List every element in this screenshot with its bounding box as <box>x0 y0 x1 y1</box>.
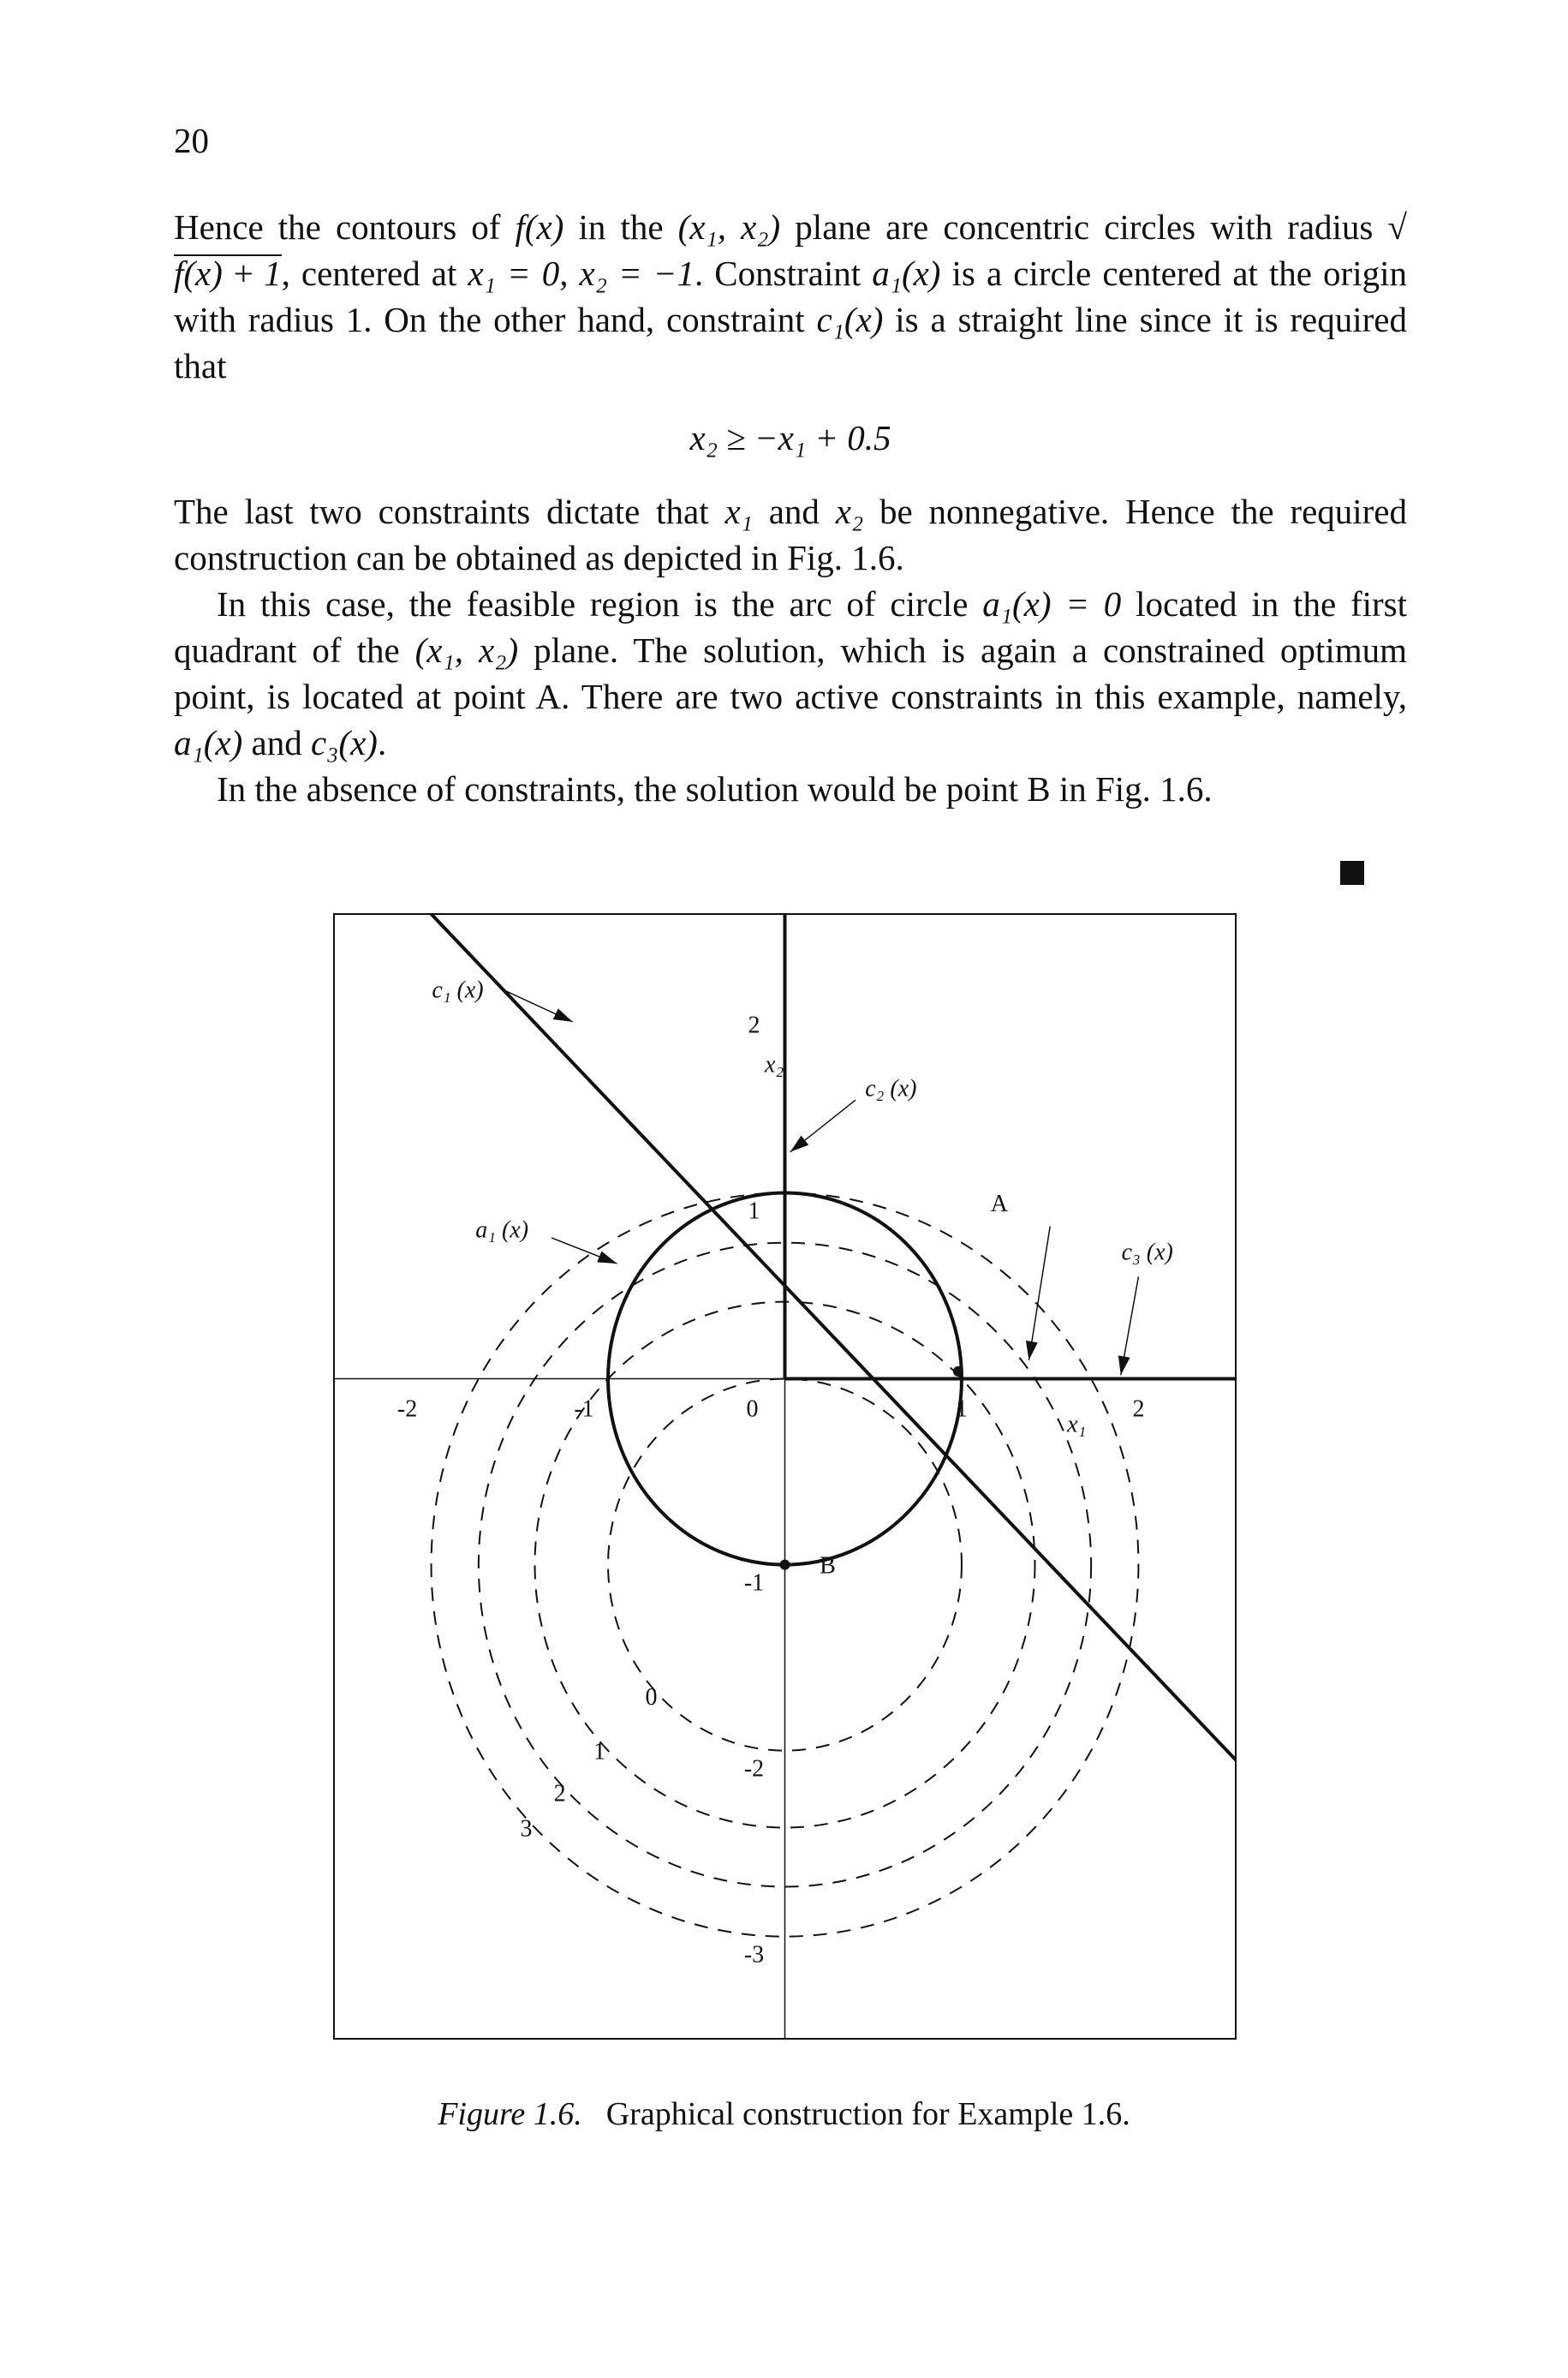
figure-caption <box>0 2095 1568 2133</box>
paragraph-4: In the absence of constraints, the solution would be point B in Fig. 1.6. <box>217 769 1213 809</box>
label-a-leader <box>1028 1227 1050 1360</box>
label-a1-arrowhead <box>597 1251 617 1264</box>
point-b-marker <box>780 1560 790 1570</box>
contour-label-3: 3 <box>520 1815 533 1843</box>
point-a-marker <box>953 1366 963 1377</box>
paragraph-3: In this case, the feasible region is the arc of circle a₁(x) = 0 located in the first quadrant of the (x₁, x₂) plane. The solution, which is again a constrained optimum point, is located at point A. There are two active constraints in this example, namely, a₁(x) and c₃(x). <box>174 584 1408 762</box>
y-tick-label-1: 1 <box>748 1198 760 1225</box>
label-c2-arrowhead <box>790 1136 809 1152</box>
label-c3-arrowhead <box>1118 1355 1130 1375</box>
label-c1-arrowhead <box>553 1008 573 1022</box>
display-equation: x₂ ≥ −x₁ + 0.5 <box>689 418 891 457</box>
label-c1: c₁ (x) <box>432 977 484 1004</box>
x-tick-label-2: 2 <box>1132 1395 1145 1423</box>
caption-text: Graphical construction for Example 1.6. <box>605 2096 1130 2132</box>
x-tick-label--1: -1 <box>574 1395 594 1423</box>
x-axis-label: x₁ <box>1067 1411 1087 1438</box>
paragraph-2: The last two constraints dictate that x₁ and x₂ be nonnegative. Hence the required construction can be obtained as depicted in Fig. 1.6. <box>174 492 1408 577</box>
contour-label-0: 0 <box>645 1684 658 1712</box>
paragraph-1: Hence the contours of f(x) in the (x₁, x₂) plane are concentric circles with radius √f(x) + 1, centered at x₁ = 0, x₂ = −1. Constraint a₁(x) is a circle centered at the origin with radius 1. On the other hand, constraint c₁(x) is a straight line since it is required that <box>174 207 1407 385</box>
x-tick-label--2: -2 <box>396 1395 418 1423</box>
point-a-label: A <box>990 1191 1008 1218</box>
y-tick-label--1: -1 <box>743 1569 765 1597</box>
label-c3: c₃ (x) <box>1121 1239 1173 1266</box>
contour-label-2: 2 <box>553 1780 566 1807</box>
label-a1: a₁ (x) <box>475 1216 529 1244</box>
y-axis-label: x₂ <box>765 1051 784 1078</box>
y-tick-label--3: -3 <box>743 1941 765 1969</box>
point-b-label: B <box>820 1552 836 1580</box>
label-c2: c₂ (x) <box>865 1075 917 1102</box>
x-tick-label-0: 0 <box>746 1395 759 1423</box>
contour-label-1: 1 <box>593 1738 606 1766</box>
page-number: 20 <box>174 121 209 160</box>
label-a-arrowhead <box>1026 1341 1038 1360</box>
x-tick-label-1: 1 <box>955 1395 968 1423</box>
y-tick-label--2: -2 <box>743 1755 765 1783</box>
caption-label: Figure 1.6. <box>438 2096 582 2132</box>
y-tick-label-2: 2 <box>748 1012 760 1039</box>
